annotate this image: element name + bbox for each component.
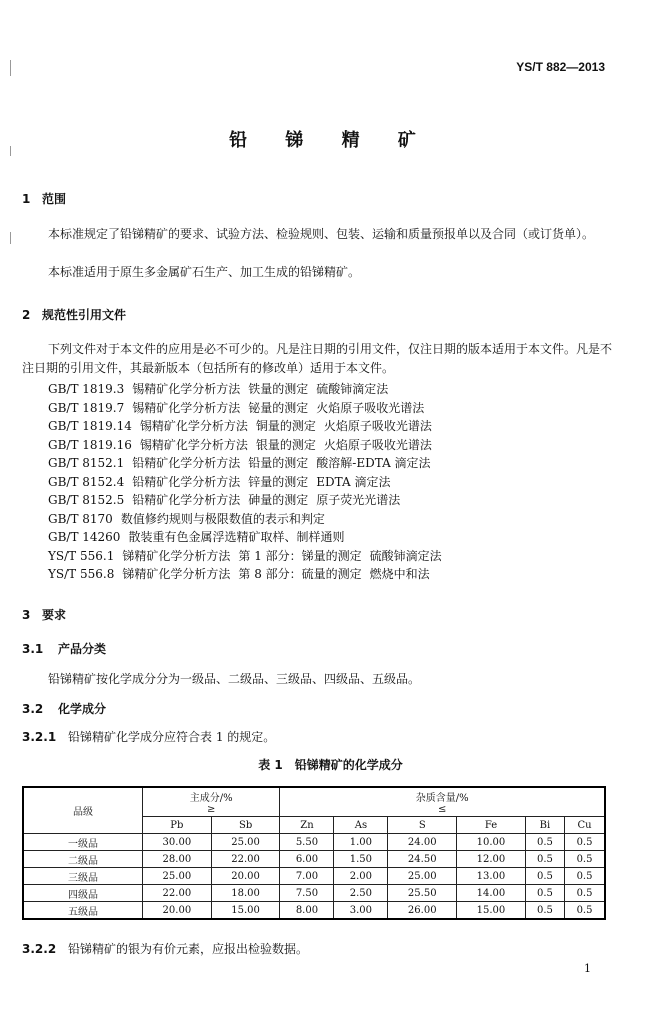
reference-part: 第 8 部分：硫量的测定: [238, 567, 362, 581]
reference-item: [48, 565, 438, 582]
value-cell: 30.00: [143, 834, 212, 851]
subsection-heading-3-1: [22, 640, 106, 657]
table-row: [23, 902, 605, 920]
value-cell: 24.50: [388, 851, 457, 868]
reference-code: GB/T 1819.16: [48, 437, 132, 452]
grade-header: 品级: [23, 787, 143, 834]
reference-title: 锡精矿化学分析方法: [132, 400, 241, 415]
main-component-header: 主成分/% ≥: [143, 787, 280, 817]
value-cell: 22.00: [143, 885, 212, 902]
value-cell: 12.00: [457, 851, 526, 868]
subsection-number: 3.2: [22, 702, 44, 716]
reference-method: 原子荧光光谱法: [316, 493, 401, 507]
reference-item: [48, 547, 450, 564]
reference-method: EDTA 滴定法: [316, 474, 391, 489]
reference-title: 锑精矿化学分析方法: [122, 567, 231, 581]
reference-part: 铁量的测定: [248, 382, 309, 396]
reference-method: 酸溶解-EDTA 滴定法: [316, 456, 431, 470]
reference-part: 铜量的测定: [255, 419, 316, 433]
reference-item: [48, 436, 440, 453]
paragraph-3-2-2: [22, 940, 612, 959]
reference-item: [48, 399, 432, 416]
table-row: [23, 834, 605, 851]
element-column-header: Fe: [457, 817, 526, 834]
reference-method: 火焰原子吸收光谱法: [316, 400, 425, 415]
element-column-header: Bi: [525, 817, 564, 834]
paragraph-text: 铅锑精矿化学成分应符合表 1 的规定。: [68, 730, 276, 744]
reference-code: GB/T 14260: [48, 530, 121, 544]
reference-title: 铅精矿化学分析方法: [132, 456, 241, 470]
section-title: 规范性引用文件: [42, 308, 127, 322]
impurity-header: 杂质含量/% ≤: [280, 787, 605, 817]
reference-item: [48, 528, 368, 545]
reference-title: 铅精矿化学分析方法: [132, 474, 241, 489]
value-cell: 25.50: [388, 885, 457, 902]
grade-cell: 三级品: [23, 868, 143, 885]
value-cell: 22.00: [211, 851, 280, 868]
value-cell: 0.5: [565, 851, 605, 868]
value-cell: 1.00: [334, 834, 388, 851]
value-cell: 25.00: [143, 868, 212, 885]
paragraph-text: 铅锑精矿的银为有价元素，应报出检验数据。: [68, 942, 309, 956]
paragraph-3-2-1: [22, 728, 612, 747]
reference-code: GB/T 8152.4: [48, 474, 125, 489]
value-cell: 0.5: [565, 902, 605, 920]
value-cell: 0.5: [525, 902, 564, 920]
table-row: [23, 885, 605, 902]
reference-code: GB/T 1819.14: [48, 419, 132, 433]
value-cell: 14.00: [457, 885, 526, 902]
value-cell: 20.00: [211, 868, 280, 885]
value-cell: 15.00: [457, 902, 526, 920]
value-cell: 25.00: [211, 834, 280, 851]
section-heading-requirements: [22, 606, 66, 623]
value-cell: 0.5: [565, 834, 605, 851]
reference-part: 锌量的测定: [248, 474, 309, 489]
scan-mark: [10, 60, 11, 76]
reference-item: [48, 473, 399, 490]
value-cell: 7.50: [280, 885, 334, 902]
value-cell: 3.00: [334, 902, 388, 920]
subsection-title: 产品分类: [58, 642, 107, 656]
section-title: 范围: [42, 192, 67, 206]
value-cell: 2.50: [334, 885, 388, 902]
reference-item: [48, 491, 408, 508]
reference-code: YS/T 556.1: [48, 548, 115, 563]
value-cell: 6.00: [280, 851, 334, 868]
value-cell: 13.00: [457, 868, 526, 885]
reference-method: 火焰原子吸收光谱法: [323, 437, 432, 452]
reference-part: 银量的测定: [255, 437, 316, 452]
value-cell: 7.00: [280, 868, 334, 885]
value-cell: 26.00: [388, 902, 457, 920]
value-cell: 2.00: [334, 868, 388, 885]
value-cell: 20.00: [143, 902, 212, 920]
reference-method: 火焰原子吸收光谱法: [323, 419, 432, 433]
value-cell: 5.50: [280, 834, 334, 851]
reference-part: 砷量的测定: [248, 493, 309, 507]
element-column-header: Cu: [565, 817, 605, 834]
standard-number: YS/T 882—2013: [516, 60, 605, 74]
reference-title: 锑精矿化学分析方法: [122, 548, 231, 563]
value-cell: 24.00: [388, 834, 457, 851]
scope-paragraph-1: 本标准规定了铅锑精矿的要求、试验方法、检验规则、包装、运输和质量预报单以及合同（或订货单）。: [48, 227, 595, 241]
reference-part: 第 1 部分：锑量的测定: [238, 548, 362, 563]
subsection-heading-3-2: [22, 700, 106, 717]
reference-item: [48, 510, 349, 527]
reference-title: 散装重有色金属浮选精矿取样、制样通则: [128, 530, 345, 544]
value-cell: 15.00: [211, 902, 280, 920]
grade-cell: 一级品: [23, 834, 143, 851]
reference-item: [48, 380, 396, 397]
value-cell: 0.5: [525, 885, 564, 902]
section-number: 2: [22, 308, 31, 322]
value-cell: 0.5: [525, 851, 564, 868]
reference-code: GB/T 1819.3: [48, 382, 125, 396]
reference-part: 铋量的测定: [248, 400, 309, 415]
value-cell: 18.00: [211, 885, 280, 902]
scan-mark: [10, 232, 11, 244]
section-number: 1: [22, 192, 31, 206]
value-cell: 8.00: [280, 902, 334, 920]
scope-paragraph-2: 本标准适用于原生多金属矿石生产、加工生成的铅锑精矿。: [48, 265, 361, 279]
element-column-header: Pb: [143, 817, 212, 834]
page-number: 1: [584, 962, 591, 975]
table-row: [23, 868, 605, 885]
value-cell: 10.00: [457, 834, 526, 851]
table-caption: 表 1 铅锑精矿的化学成分: [258, 758, 403, 772]
reference-code: GB/T 1819.7: [48, 400, 125, 415]
element-column-header: As: [334, 817, 388, 834]
value-cell: 0.5: [565, 885, 605, 902]
value-cell: 0.5: [525, 834, 564, 851]
chemical-composition-table: [22, 786, 606, 920]
element-column-header: Zn: [280, 817, 334, 834]
reference-code: GB/T 8152.1: [48, 456, 125, 470]
grade-cell: 四级品: [23, 885, 143, 902]
classification-paragraph: 铅锑精矿按化学成分分为一级品、二级品、三级品、四级品、五级品。: [48, 672, 421, 686]
value-cell: 1.50: [334, 851, 388, 868]
section-heading-scope: [22, 190, 66, 207]
reference-title: 锡精矿化学分析方法: [139, 437, 248, 452]
table-body: [23, 834, 605, 920]
reference-method: 硫酸铈滴定法: [316, 382, 389, 396]
subsection-number: 3.1: [22, 642, 44, 656]
reference-part: 铅量的测定: [248, 456, 309, 470]
reference-code: YS/T 556.8: [48, 567, 115, 581]
reference-title: 锡精矿化学分析方法: [139, 419, 248, 433]
paragraph-number: 3.2.2: [22, 942, 57, 956]
reference-code: GB/T 8170: [48, 511, 113, 526]
reference-title: 数值修约规则与极限数值的表示和判定: [120, 511, 325, 526]
reference-item: [48, 417, 440, 434]
element-column-header: Sb: [211, 817, 280, 834]
value-cell: 28.00: [143, 851, 212, 868]
reference-title: 锡精矿化学分析方法: [132, 382, 241, 396]
paragraph-number: 3.2.1: [22, 730, 57, 744]
grade-cell: 五级品: [23, 902, 143, 920]
reference-code: GB/T 8152.5: [48, 493, 125, 507]
value-cell: 0.5: [565, 868, 605, 885]
section-heading-normative: [22, 306, 126, 323]
element-column-header: S: [388, 817, 457, 834]
reference-title: 铅精矿化学分析方法: [132, 493, 241, 507]
value-cell: 0.5: [525, 868, 564, 885]
subsection-title: 化学成分: [58, 702, 107, 716]
value-cell: 25.00: [388, 868, 457, 885]
section-title: 要求: [42, 608, 67, 622]
normative-intro: 下列文件对于本文件的应用是必不可少的。凡是注日期的引用文件，仅注日期的版本适用于本文件。凡是不注日期的引用文件，其最新版本（包括所有的修改单）适用于本文件。: [22, 342, 613, 375]
section-number: 3: [22, 608, 31, 622]
reference-item: [48, 454, 439, 471]
grade-cell: 二级品: [23, 851, 143, 868]
reference-method: 燃烧中和法: [369, 567, 430, 581]
page-title: 铅 锑 精 矿: [229, 130, 432, 151]
table-row: [23, 851, 605, 868]
reference-method: 硫酸铈滴定法: [369, 548, 442, 563]
